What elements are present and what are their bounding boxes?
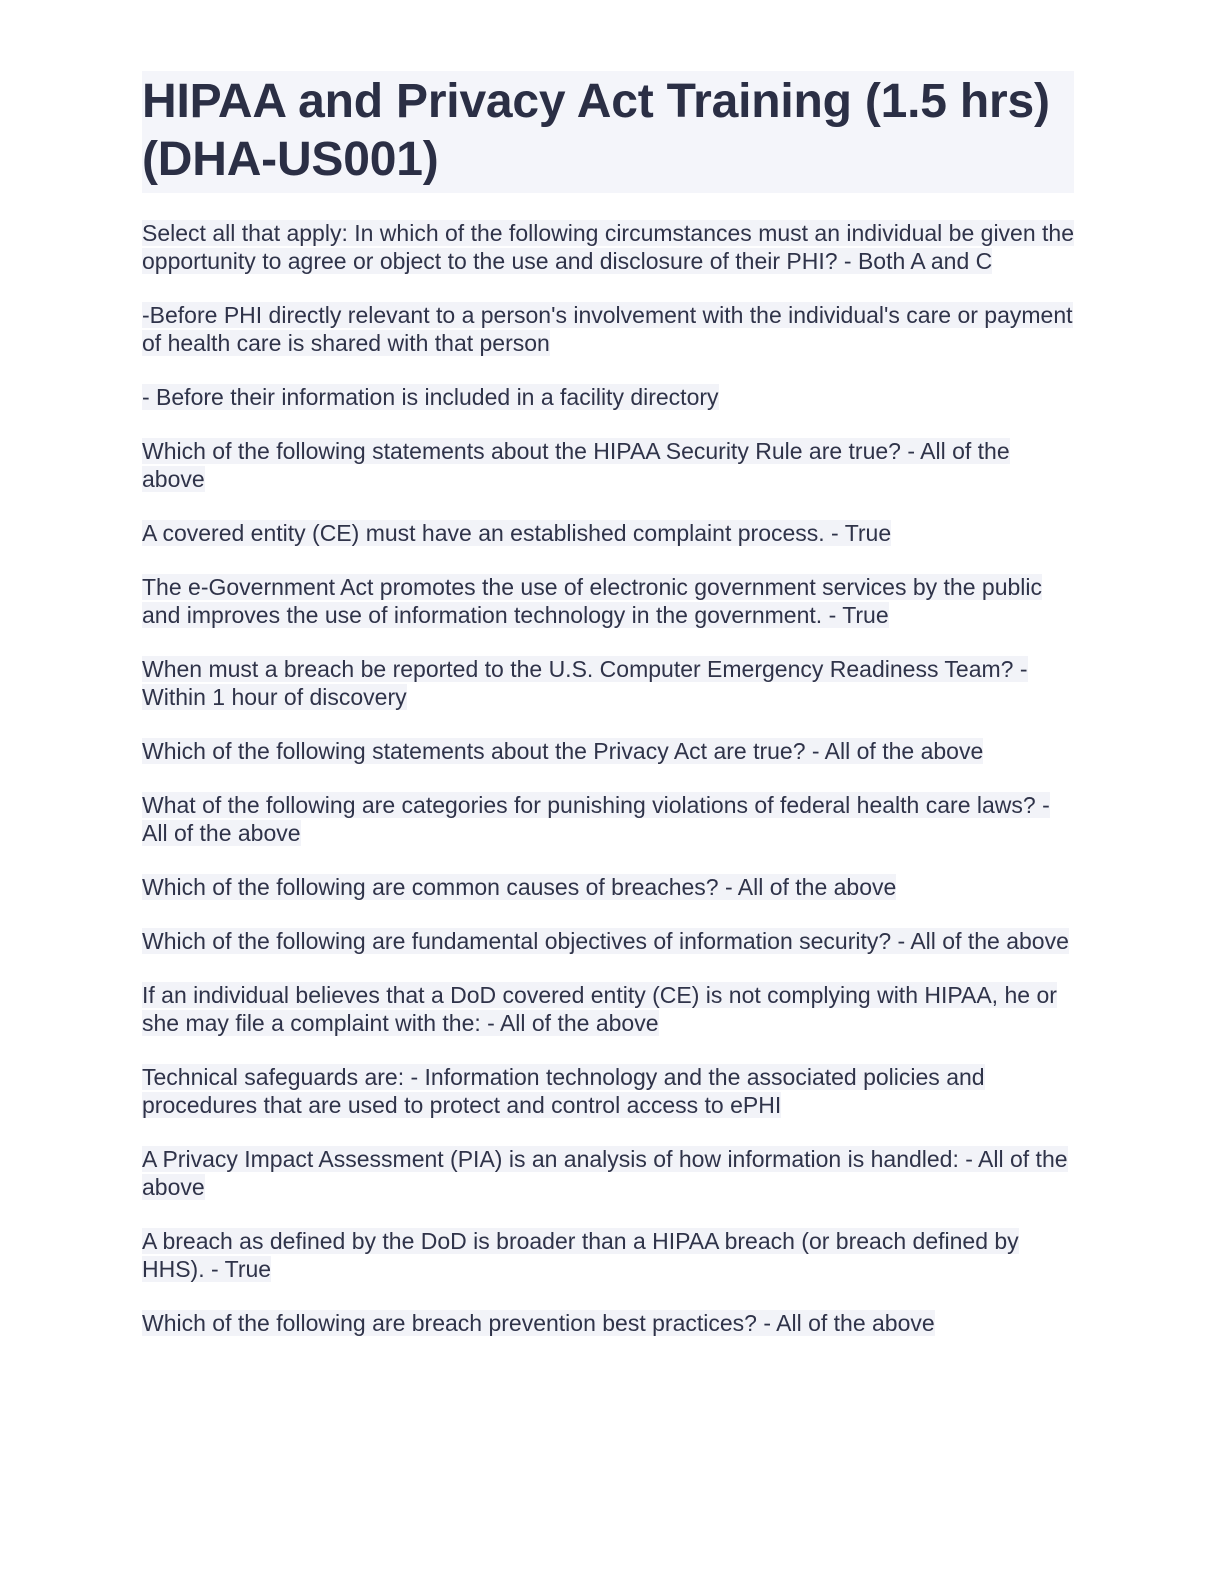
paragraph-text: Which of the following statements about the Privacy Act are true? - All of the above bbox=[142, 738, 984, 764]
paragraph-text: A breach as defined by the DoD is broader than a HIPAA breach (or breach defined by HHS). - True bbox=[142, 1228, 1019, 1282]
paragraph-text: - Before their information is included in a facility directory bbox=[142, 384, 719, 410]
paragraph-text: The e-Government Act promotes the use of electronic government services by the public and improves the use of information technology in the government. - True bbox=[142, 574, 1042, 628]
qa-paragraph bbox=[142, 737, 1074, 765]
paragraph-text: -Before PHI directly relevant to a person's involvement with the individual's care or payment of health care is shared with that person bbox=[142, 302, 1073, 356]
paragraph-text: Technical safeguards are: - Information technology and the associated policies and procedures that are used to protect and control access to ePHI bbox=[142, 1064, 985, 1118]
qa-paragraph bbox=[142, 1309, 1074, 1337]
title-block bbox=[142, 71, 1074, 193]
qa-paragraph bbox=[142, 301, 1074, 357]
page-title: HIPAA and Privacy Act Training (1.5 hrs) (DHA-US001) bbox=[142, 75, 1050, 186]
paragraph-text: Which of the following statements about the HIPAA Security Rule are true? - All of the above bbox=[142, 438, 1010, 492]
paragraph-text: When must a breach be reported to the U.S. Computer Emergency Readiness Team? - Within 1 hour of discovery bbox=[142, 656, 1028, 710]
qa-list bbox=[142, 219, 1074, 1363]
paragraph-text: A Privacy Impact Assessment (PIA) is an analysis of how information is handled: - All of the above bbox=[142, 1146, 1068, 1200]
qa-paragraph bbox=[142, 383, 1074, 411]
qa-paragraph bbox=[142, 791, 1074, 847]
paragraph-text: Which of the following are breach prevention best practices? - All of the above bbox=[142, 1310, 935, 1336]
qa-paragraph bbox=[142, 219, 1074, 275]
paragraph-text: Which of the following are fundamental objectives of information security? - All of the above bbox=[142, 928, 1069, 954]
paragraph-text: A covered entity (CE) must have an established complaint process. - True bbox=[142, 520, 892, 546]
paragraph-text: If an individual believes that a DoD covered entity (CE) is not complying with HIPAA, he or she may file a complaint with the: - All of the above bbox=[142, 982, 1057, 1036]
qa-paragraph bbox=[142, 927, 1074, 955]
paragraph-text: What of the following are categories for punishing violations of federal health care laws? - All of the above bbox=[142, 792, 1050, 846]
paragraph-text: Which of the following are common causes of breaches? - All of the above bbox=[142, 874, 897, 900]
paragraph-text: Select all that apply: In which of the following circumstances must an individual be given the opportunity to agree or object to the use and disclosure of their PHI? - Both A and C bbox=[142, 220, 1075, 274]
qa-paragraph bbox=[142, 873, 1074, 901]
qa-paragraph bbox=[142, 519, 1074, 547]
qa-paragraph bbox=[142, 981, 1074, 1037]
qa-paragraph bbox=[142, 1227, 1074, 1283]
qa-paragraph bbox=[142, 1145, 1074, 1201]
document-page bbox=[142, 71, 1074, 1363]
qa-paragraph bbox=[142, 655, 1074, 711]
qa-paragraph bbox=[142, 1063, 1074, 1119]
qa-paragraph bbox=[142, 437, 1074, 493]
qa-paragraph bbox=[142, 573, 1074, 629]
